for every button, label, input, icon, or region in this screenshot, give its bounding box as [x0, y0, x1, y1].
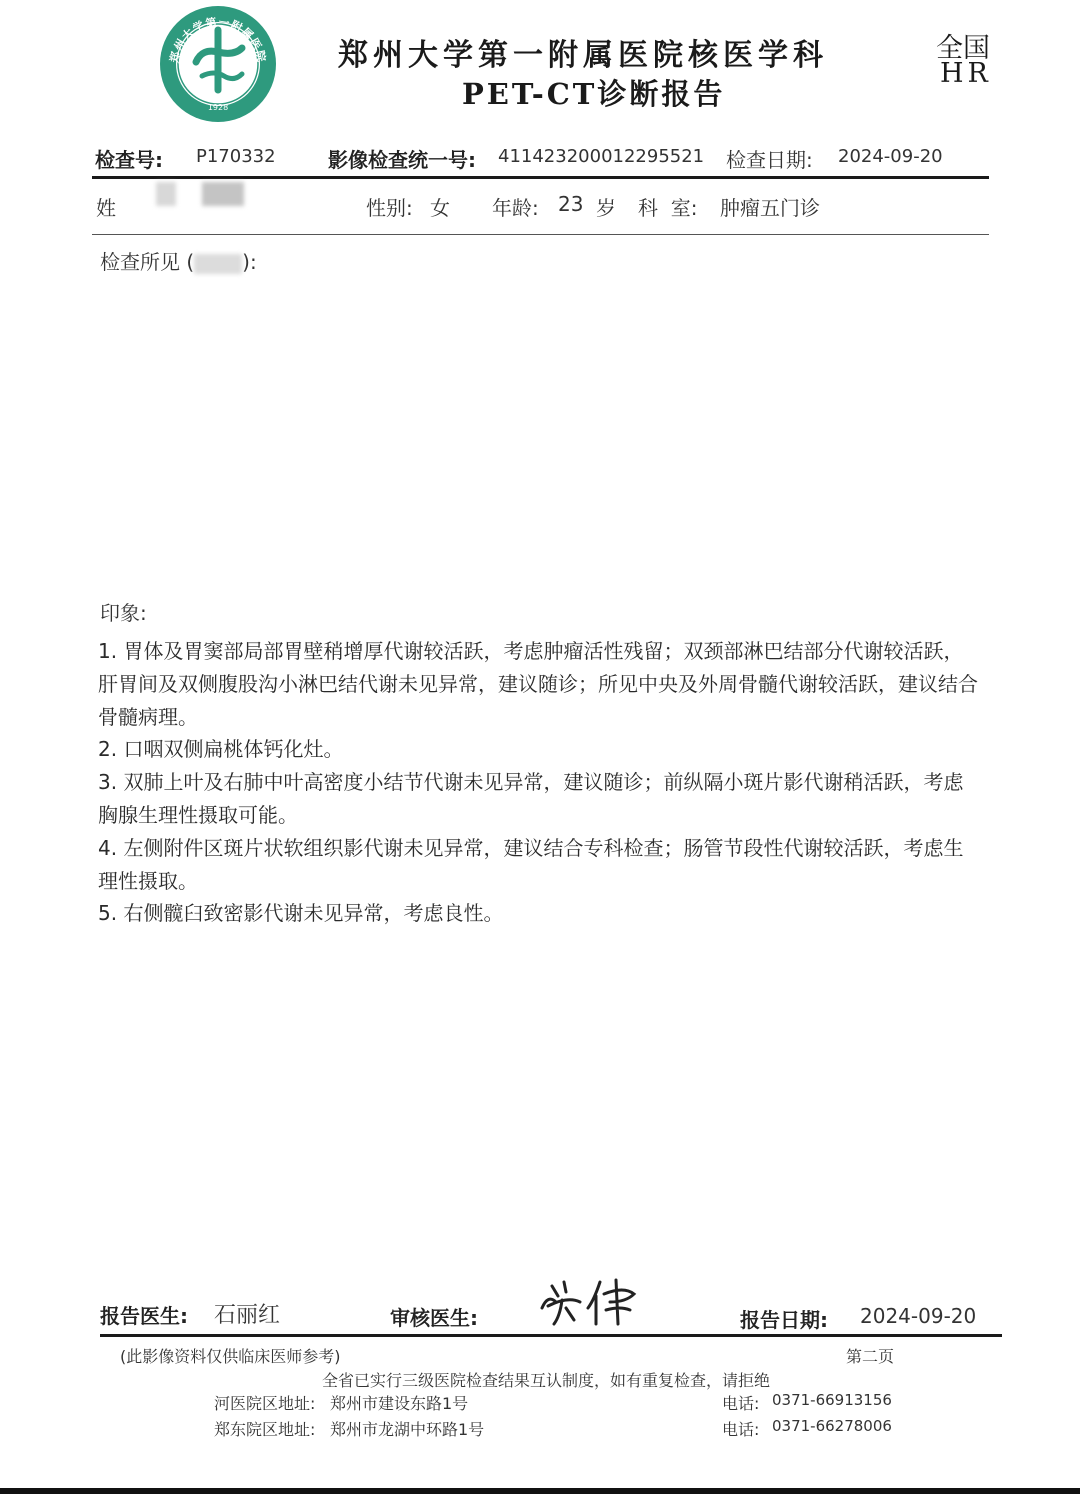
report-subtitle: PET-CT诊断报告 [462, 77, 726, 111]
findings-redaction [194, 254, 242, 274]
exam-date-label: 检查日期: [726, 148, 813, 172]
address2-label: 郑东院区地址: [214, 1420, 316, 1439]
logo-year: 1928 [207, 103, 229, 112]
phone2-value: 0371-66278006 [772, 1417, 892, 1435]
national-mark-line2: HR [940, 58, 992, 89]
age-label: 年龄: [492, 196, 539, 220]
phone1-label: 电话: [722, 1394, 760, 1413]
impression-item: 2. 口咽双侧扁桃体钙化灶。 [98, 737, 344, 762]
header-divider [92, 176, 989, 179]
address1-value: 郑州市建设东路1号 [330, 1394, 469, 1413]
dept-value: 肿瘤五门诊 [720, 196, 820, 220]
report-title: 郑州大学第一附属医院核医学科 [338, 38, 828, 73]
address1-label: 河医院区地址: [214, 1394, 316, 1413]
report-doctor-label: 报告医生: [100, 1304, 188, 1328]
sex-value: 女 [430, 196, 450, 220]
findings-label [100, 246, 257, 275]
name-label: 姓 [96, 196, 116, 220]
exam-no-label: 检查号: [95, 148, 163, 172]
name-redaction [156, 182, 176, 206]
exam-date-value: 2024-09-20 [838, 146, 943, 167]
impression-item: 1. 胃体及胃窦部局部胃壁稍增厚代谢较活跃，考虑肿瘤活性残留；双颈部淋巴结部分代谢较活跃，肝胃间及双侧腹股沟小淋巴结代谢未见异常，建议随诊；所见中央及外周骨髓代谢较活跃，建议结合骨髓病理。 [98, 639, 978, 729]
logo-text: 郑州大学第一附属医院 [167, 15, 269, 64]
report-date-value: 2024-09-20 [860, 1304, 977, 1328]
address2-value: 郑州市龙湖中环路1号 [330, 1420, 485, 1439]
dept-label: 科 室: [638, 196, 698, 220]
phone2-label: 电话: [722, 1420, 760, 1439]
mutual-recognition-notice: 全省已实行三级医院检查结果互认制度，如有重复检查，请拒绝 [322, 1371, 771, 1390]
impression-item: 5. 右侧髋臼致密影代谢未见异常，考虑良性。 [98, 901, 504, 926]
unified-no-label: 影像检查统一号: [328, 148, 476, 172]
review-doctor-signature [534, 1272, 644, 1332]
report-date-label: 报告日期: [740, 1308, 828, 1332]
exam-no-value: P170332 [196, 146, 276, 167]
info-divider [92, 234, 989, 235]
report-doctor-value: 石丽红 [214, 1303, 281, 1328]
hospital-logo [158, 4, 278, 124]
footer-note: (此影像资料仅供临床医师参考) [120, 1347, 341, 1366]
national-mark-line1: 全国 [936, 33, 990, 64]
impression-label: 印象: [100, 601, 147, 625]
footer-divider [100, 1334, 1002, 1337]
page-number: 第二页 [846, 1347, 895, 1366]
review-doctor-label: 审核医生: [390, 1306, 478, 1330]
phone1-value: 0371-66913156 [772, 1391, 892, 1409]
impression-item: 4. 左侧附件区斑片状软组织影代谢未见异常，建议结合专科检查；肠管节段性代谢较活跃，考虑生理性摄取。 [98, 835, 964, 893]
age-value: 23 [558, 192, 584, 216]
findings-label-start: 检查所见 ( [100, 250, 195, 274]
impression-list [98, 635, 978, 930]
impression-item: 3. 双肺上叶及右肺中叶高密度小结节代谢未见异常，建议随诊；前纵隔小斑片影代谢稍活跃，考虑胸腺生理性摄取可能。 [98, 770, 964, 827]
scan-bottom-edge [0, 1488, 1080, 1494]
unified-no-value: 411423200012295521 [498, 146, 705, 167]
findings-label-end: ): [242, 250, 257, 274]
age-unit: 岁 [596, 196, 616, 220]
sex-label: 性别: [366, 196, 413, 220]
name-redaction-2 [202, 182, 244, 206]
